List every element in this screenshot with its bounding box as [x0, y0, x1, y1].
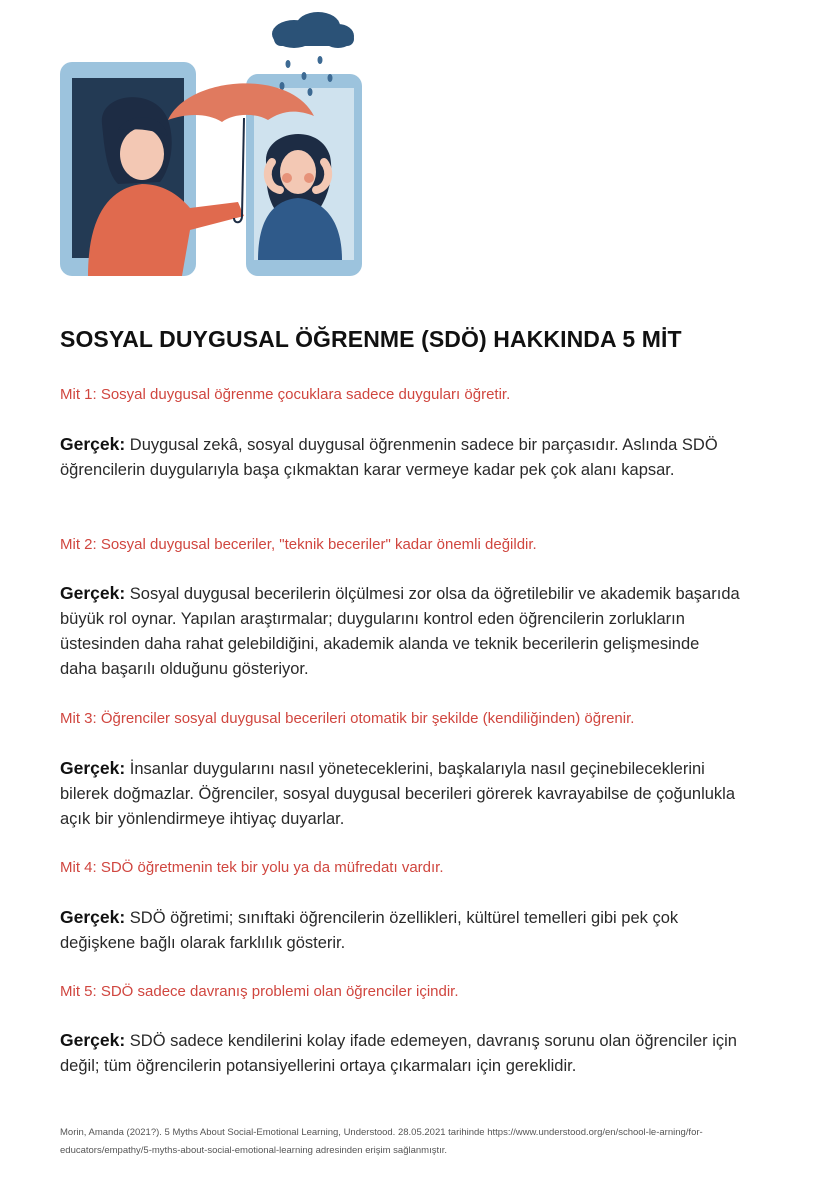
fact-label: Gerçek: — [60, 583, 126, 603]
myth-3: Mit 3: Öğrenciler sosyal duygusal becerileri otomatik bir şekilde (kendiliğinden) öğrenir. — [60, 710, 635, 727]
myth-4: Mit 4: SDÖ öğretmenin tek bir yolu ya da müfredatı vardır. — [60, 859, 444, 876]
myth-2: Mit 2: Sosyal duygusal beceriler, "teknik beceriler" kadar önemli değildir. — [60, 536, 537, 553]
empathy-umbrella-illustration — [58, 12, 368, 280]
fact-label: Gerçek: — [60, 434, 126, 454]
fact-3 — [60, 756, 740, 832]
fact-2 — [60, 581, 740, 682]
fact-label: Gerçek: — [60, 1030, 126, 1050]
fact-text: İnsanlar duygularını nasıl yöneteceklerini, başkalarıyla nasıl geçinebileceklerini bilerek doğmazlar. Öğrenciler, sosyal duygusal becerileri görerek kavrayabilse de çoğunlukla açık bir yönlendirmeye ihtiyaç duyarlar. — [60, 760, 736, 828]
fact-5 — [60, 1028, 740, 1079]
fact-text: Sosyal duygusal becerilerin ölçülmesi zor olsa da öğretilebilir ve akademik başarıda büyük rol oynar. Yapılan araştırmalar; duygularını kontrol eden öğrencilerin zorlukların üstesinden daha rahat gelebildiğini, akademik alanda ve teknik becerilerin gelişmesinde daha başarılı olduğunu gösteriyor. — [60, 585, 740, 678]
fact-4 — [60, 905, 740, 956]
fact-text: SDÖ öğretimi; sınıftaki öğrencilerin özellikleri, kültürel temelleri gibi pek çok değişkene bağlı olarak farklılık gösterir. — [60, 909, 679, 952]
page-title: SOSYAL DUYGUSAL ÖĞRENME (SDÖ) HAKKINDA 5 MİT — [60, 326, 682, 352]
fact-1 — [60, 432, 740, 483]
source-citation: Morin, Amanda (2021?). 5 Myths About Social-Emotional Learning, Understood. 28.05.2021 tarihinde https://www.understood.org/en/school-le-arning/for-educators/empathy/5-myths-about-social-emotional-learning adresinden erişim sağlanmıştır. — [60, 1127, 703, 1156]
myth-5: Mit 5: SDÖ sadece davranış problemi olan öğrenciler içindir. — [60, 983, 459, 1000]
fact-text: SDÖ sadece kendilerini kolay ifade edemeyen, davranış sorunu olan öğrenciler için değil; tüm öğrencilerin potansiyellerini ortaya çıkarmaları için gereklidir. — [60, 1032, 737, 1075]
fact-label: Gerçek: — [60, 758, 126, 778]
fact-text: Duygusal zekâ, sosyal duygusal öğrenmenin sadece bir parçasıdır. Aslında SDÖ öğrencilerin duygularıyla başa çıkmaktan karar vermeye kadar pek çok alanı kapsar. — [60, 436, 718, 479]
myth-1: Mit 1: Sosyal duygusal öğrenme çocuklara sadece duyguları öğretir. — [60, 386, 511, 403]
fact-label: Gerçek: — [60, 907, 126, 927]
